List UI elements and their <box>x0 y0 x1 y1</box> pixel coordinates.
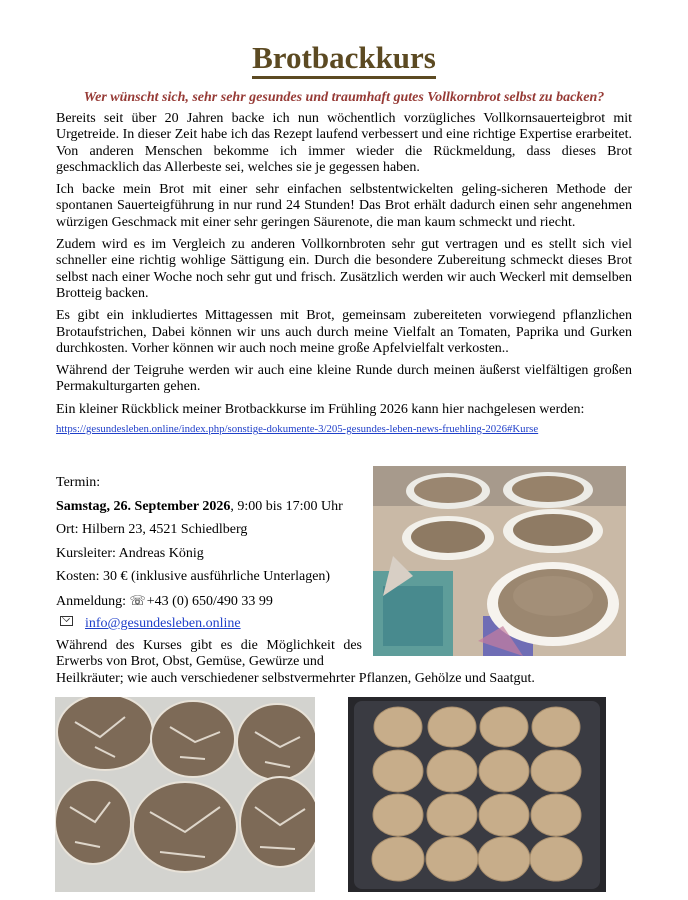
body-text <box>56 111 632 437</box>
photo-bread-rolls-tray <box>348 697 606 892</box>
email-link[interactable]: info@gesundesleben.online <box>85 616 241 631</box>
photo-round-loaves <box>55 697 315 892</box>
termin-date: Samstag, 26. September 2026 <box>56 498 231 514</box>
photo-bread-proofing <box>373 466 626 656</box>
phone-icon: ☏ <box>129 592 146 608</box>
paragraph-method: Ich backe mein Brot mit einer sehr einfachen selbstentwickelten geling-sicheren Methode der spontanen Sauerteigführung in nur rund 24 Stunden! Das Brot erhält dadurch einen sehr angenehmen würzigen Geschmack mit einer sehr geringen Säurenote, die man kaum schmeckt und riecht. <box>56 182 632 230</box>
paragraph-garden: Während der Teigruhe werden wir auch eine kleine Runde durch meinen äußerst vielfältigen großen Permakulturgarten gehen. <box>56 363 632 395</box>
review-link[interactable]: https://gesundesleben.online/index.php/sonstige-dokumente-3/205-gesundes-leben-news-fruehling-2026#Kurse <box>56 423 539 436</box>
registration-label: Anmeldung: <box>56 593 130 609</box>
paragraph-intro: Bereits seit über 20 Jahren backe ich nun wöchentlich vorzügliches Vollkornsauerteigbrot mit Urgetreide. In dieser Zeit habe ich das Rezept laufend verbessert und eine richtige Expertise erarbeitet. Von anderen Menschen bekomme ich immer wieder die Rückmeldung, dass dieses Brot geschmacklich das Allerbeste sei, welches sie je gegessen haben. <box>56 111 632 175</box>
phone-number: +43 (0) 650/490 33 99 <box>146 593 273 609</box>
paragraph-review: Ein kleiner Rückblick meiner Brotbackkurse im Frühling 2026 kann hier nachgelesen werden: <box>56 401 585 417</box>
paragraph-digestion: Zudem wird es im Vergleich zu anderen Vollkornbroten sehr gut vertragen und es stellt sich viel schneller eine richtig wohlige Sättigung ein. Durch die besondere Zubereitung schmeckt dieses Brot selbst nach einer Woche noch sehr gut und frisch. Zusätzlich werden wir auch Weckerl mit demselben Brotteig backen. <box>56 237 632 301</box>
sales-text: Während des Kurses gibt es die Möglichkeit des Erwerbs von Brot, Obst, Gemüse, Gewürze und <box>56 638 362 670</box>
email-line <box>56 616 364 640</box>
termin-date-line <box>56 499 364 523</box>
page-title: Brotbackkurs <box>0 40 688 76</box>
subtitle: Wer wünscht sich, sehr sehr gesundes und traumhaft gutes Vollkornbrot selbst zu backen? <box>83 90 605 105</box>
course-info <box>56 475 364 640</box>
instructor: Kursleiter: Andreas König <box>56 545 204 561</box>
termin-time: , 9:00 bis 17:00 Uhr <box>230 498 343 514</box>
sales-text-continued: Heilkräuter; wie auch verschiedener selbstvermehrter Pflanzen, Gehölze und Saatgut. <box>56 671 535 686</box>
registration-line <box>56 593 364 617</box>
costs: Kosten: 30 € (inklusive ausführliche Unterlagen) <box>56 569 331 584</box>
mail-icon <box>60 616 73 626</box>
location: Ort: Hilbern 23, 4521 Schiedlberg <box>56 522 248 537</box>
paragraph-lunch: Es gibt ein inkludiertes Mittagessen mit Brot, gemeinsam zubereiteten vorwiegend pflanzlichen Brotaufstrichen, Dabei können wir uns auch durch meine Vielfalt an Tomaten, Paprika und Gurken durchkosten. Vorher können wir auch noch meine große Apfelvielfalt verkosten.. <box>56 308 632 356</box>
termin-label: Termin: <box>56 475 101 490</box>
